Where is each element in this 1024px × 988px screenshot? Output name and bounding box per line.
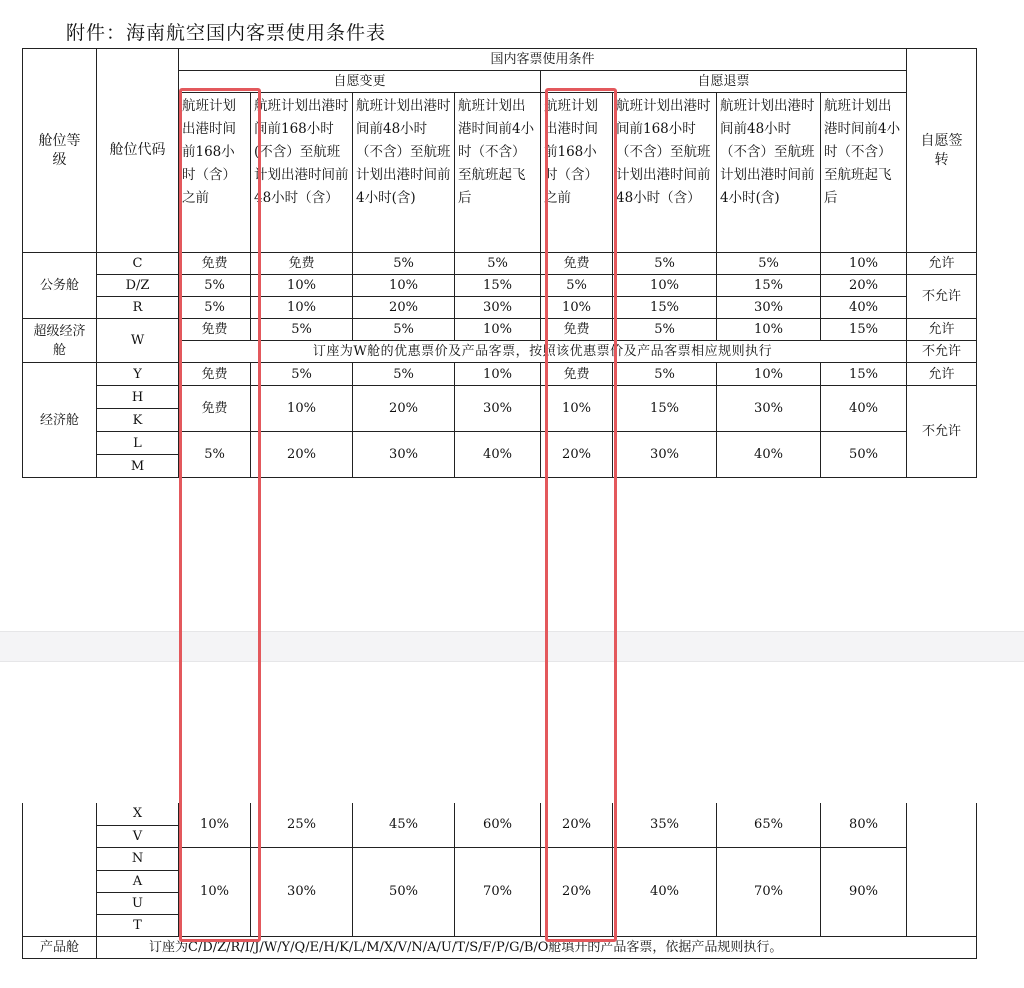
cell: 20% bbox=[251, 432, 353, 478]
code-K: K bbox=[97, 409, 179, 432]
cell: 20% bbox=[541, 803, 613, 847]
cell: 5% bbox=[251, 363, 353, 386]
cell: 15% bbox=[821, 319, 907, 341]
header-cabin-class: 舱位等级 bbox=[23, 49, 97, 253]
table-row bbox=[23, 432, 977, 455]
cell: 50% bbox=[821, 432, 907, 478]
table-row bbox=[23, 803, 977, 825]
cell: 30% bbox=[353, 432, 455, 478]
refund-col-4: 航班计划出港时间前4小时（不含）至航班起飞后 bbox=[821, 93, 907, 253]
cell: 20% bbox=[353, 386, 455, 432]
cell: 80% bbox=[821, 803, 907, 847]
cell: 5% bbox=[353, 253, 455, 275]
cell: 5% bbox=[613, 363, 717, 386]
product-note: 订座为C/D/Z/R/I/J/W/Y/Q/E/H/K/L/M/X/V/N/A/U/T/S/F/P/G/B/O舱填开的产品客票，依据产品规则执行。 bbox=[97, 936, 977, 958]
cell: 5% bbox=[541, 275, 613, 297]
cell: 免费 bbox=[179, 386, 251, 432]
code-V: V bbox=[97, 825, 179, 847]
page-break bbox=[0, 631, 1024, 662]
table-row bbox=[23, 386, 977, 409]
w-note: 订座为W舱的优惠票价及产品客票，按照该优惠票价及产品客票相应规则执行 bbox=[179, 341, 907, 363]
cell: 50% bbox=[353, 847, 455, 936]
conditions-table-bottom bbox=[22, 803, 977, 959]
cell: 25% bbox=[251, 803, 353, 847]
cell: 10% bbox=[541, 297, 613, 319]
endorse-W: 允许 bbox=[907, 319, 977, 341]
cell: 20% bbox=[541, 432, 613, 478]
endorse-C: 允许 bbox=[907, 253, 977, 275]
code-A: A bbox=[97, 870, 179, 892]
cell: 10% bbox=[455, 363, 541, 386]
group-business: 公务舱 bbox=[23, 253, 97, 319]
group-product: 产品舱 bbox=[23, 936, 97, 958]
endorse-Y: 允许 bbox=[907, 363, 977, 386]
header-main: 国内客票使用条件 bbox=[179, 49, 907, 71]
cell: 5% bbox=[353, 319, 455, 341]
change-col-1: 航班计划出港时间前168小时（含）之前 bbox=[179, 93, 251, 253]
cell: 免费 bbox=[179, 253, 251, 275]
cell: 15% bbox=[613, 297, 717, 319]
header-refund: 自愿退票 bbox=[541, 71, 907, 93]
cell: 40% bbox=[613, 847, 717, 936]
cell: 5% bbox=[251, 319, 353, 341]
table-row bbox=[23, 936, 977, 958]
change-col-2: 航班计划出港时间前168小时(不含）至航班计划出港时间前48小时（含） bbox=[251, 93, 353, 253]
code-R: R bbox=[97, 297, 179, 319]
cell: 10% bbox=[717, 363, 821, 386]
group-economy: 经济舱 bbox=[23, 363, 97, 478]
table-row bbox=[23, 275, 977, 297]
code-T: T bbox=[97, 914, 179, 936]
cell: 90% bbox=[821, 847, 907, 936]
code-C: C bbox=[97, 253, 179, 275]
cell: 15% bbox=[821, 363, 907, 386]
cell: 10% bbox=[179, 847, 251, 936]
code-L: L bbox=[97, 432, 179, 455]
code-M: M bbox=[97, 455, 179, 478]
cell: 10% bbox=[455, 319, 541, 341]
cell: 40% bbox=[821, 386, 907, 432]
cell: 5% bbox=[717, 253, 821, 275]
cell: 70% bbox=[717, 847, 821, 936]
cell: 30% bbox=[455, 297, 541, 319]
header-endorse: 自愿签转 bbox=[907, 49, 977, 253]
cell: 10% bbox=[717, 319, 821, 341]
code-U: U bbox=[97, 892, 179, 914]
cell: 5% bbox=[613, 319, 717, 341]
cell: 40% bbox=[455, 432, 541, 478]
cell: 免费 bbox=[541, 319, 613, 341]
table-row bbox=[23, 253, 977, 275]
cell: 40% bbox=[821, 297, 907, 319]
cell: 免费 bbox=[179, 363, 251, 386]
code-Y: Y bbox=[97, 363, 179, 386]
cell: 40% bbox=[717, 432, 821, 478]
refund-col-1: 航班计划出港时间前168小时（含）之前 bbox=[541, 93, 613, 253]
code-W: W bbox=[97, 319, 179, 363]
table-row bbox=[23, 363, 977, 386]
cell: 5% bbox=[179, 297, 251, 319]
code-N: N bbox=[97, 847, 179, 870]
cell: 10% bbox=[821, 253, 907, 275]
cell: 30% bbox=[717, 297, 821, 319]
cell: 30% bbox=[613, 432, 717, 478]
cell: 20% bbox=[353, 297, 455, 319]
header-cabin-code: 舱位代码 bbox=[97, 49, 179, 253]
cell: 10% bbox=[541, 386, 613, 432]
endorse-W-note: 不允许 bbox=[907, 341, 977, 363]
page-title: 附件：海南航空国内客票使用条件表 bbox=[66, 22, 387, 44]
cell: 5% bbox=[613, 253, 717, 275]
cell: 15% bbox=[717, 275, 821, 297]
cell: 15% bbox=[455, 275, 541, 297]
cell: 5% bbox=[455, 253, 541, 275]
cell: 30% bbox=[717, 386, 821, 432]
cell: 免费 bbox=[251, 253, 353, 275]
cell: 60% bbox=[455, 803, 541, 847]
code-H: H bbox=[97, 386, 179, 409]
cell: 免费 bbox=[179, 319, 251, 341]
cell: 35% bbox=[613, 803, 717, 847]
cell: 免费 bbox=[541, 253, 613, 275]
cell: 10% bbox=[179, 803, 251, 847]
cell: 10% bbox=[251, 297, 353, 319]
endorse-economy-cont bbox=[907, 803, 977, 936]
refund-col-2: 航班计划出港时间前168小时（不含）至航班计划出港时间前48小时（含） bbox=[613, 93, 717, 253]
cell: 5% bbox=[353, 363, 455, 386]
cell: 10% bbox=[251, 386, 353, 432]
endorse-DZ-R: 不允许 bbox=[907, 275, 977, 319]
group-premium: 超级经济舱 bbox=[23, 319, 97, 363]
change-col-3: 航班计划出港时间前48小时（不含）至航班计划出港时间前4小时(含) bbox=[353, 93, 455, 253]
cell: 20% bbox=[821, 275, 907, 297]
endorse-economy: 不允许 bbox=[907, 386, 977, 478]
cell: 15% bbox=[613, 386, 717, 432]
cell: 10% bbox=[353, 275, 455, 297]
table-row bbox=[23, 847, 977, 870]
cell: 45% bbox=[353, 803, 455, 847]
code-X: X bbox=[97, 803, 179, 825]
code-DZ: D/Z bbox=[97, 275, 179, 297]
header-change: 自愿变更 bbox=[179, 71, 541, 93]
cell: 70% bbox=[455, 847, 541, 936]
cell: 10% bbox=[613, 275, 717, 297]
conditions-table-top bbox=[22, 48, 977, 478]
cell: 65% bbox=[717, 803, 821, 847]
cell: 10% bbox=[251, 275, 353, 297]
table-row bbox=[23, 319, 977, 341]
cell: 5% bbox=[179, 275, 251, 297]
cell: 20% bbox=[541, 847, 613, 936]
cell: 30% bbox=[251, 847, 353, 936]
cell: 30% bbox=[455, 386, 541, 432]
cell: 5% bbox=[179, 432, 251, 478]
table-row bbox=[23, 297, 977, 319]
refund-col-3: 航班计划出港时间前48小时（不含）至航班计划出港时间前4小时(含) bbox=[717, 93, 821, 253]
cell: 免费 bbox=[541, 363, 613, 386]
group-economy-cont bbox=[23, 803, 97, 936]
change-col-4: 航班计划出港时间前4小时（不含）至航班起飞后 bbox=[455, 93, 541, 253]
